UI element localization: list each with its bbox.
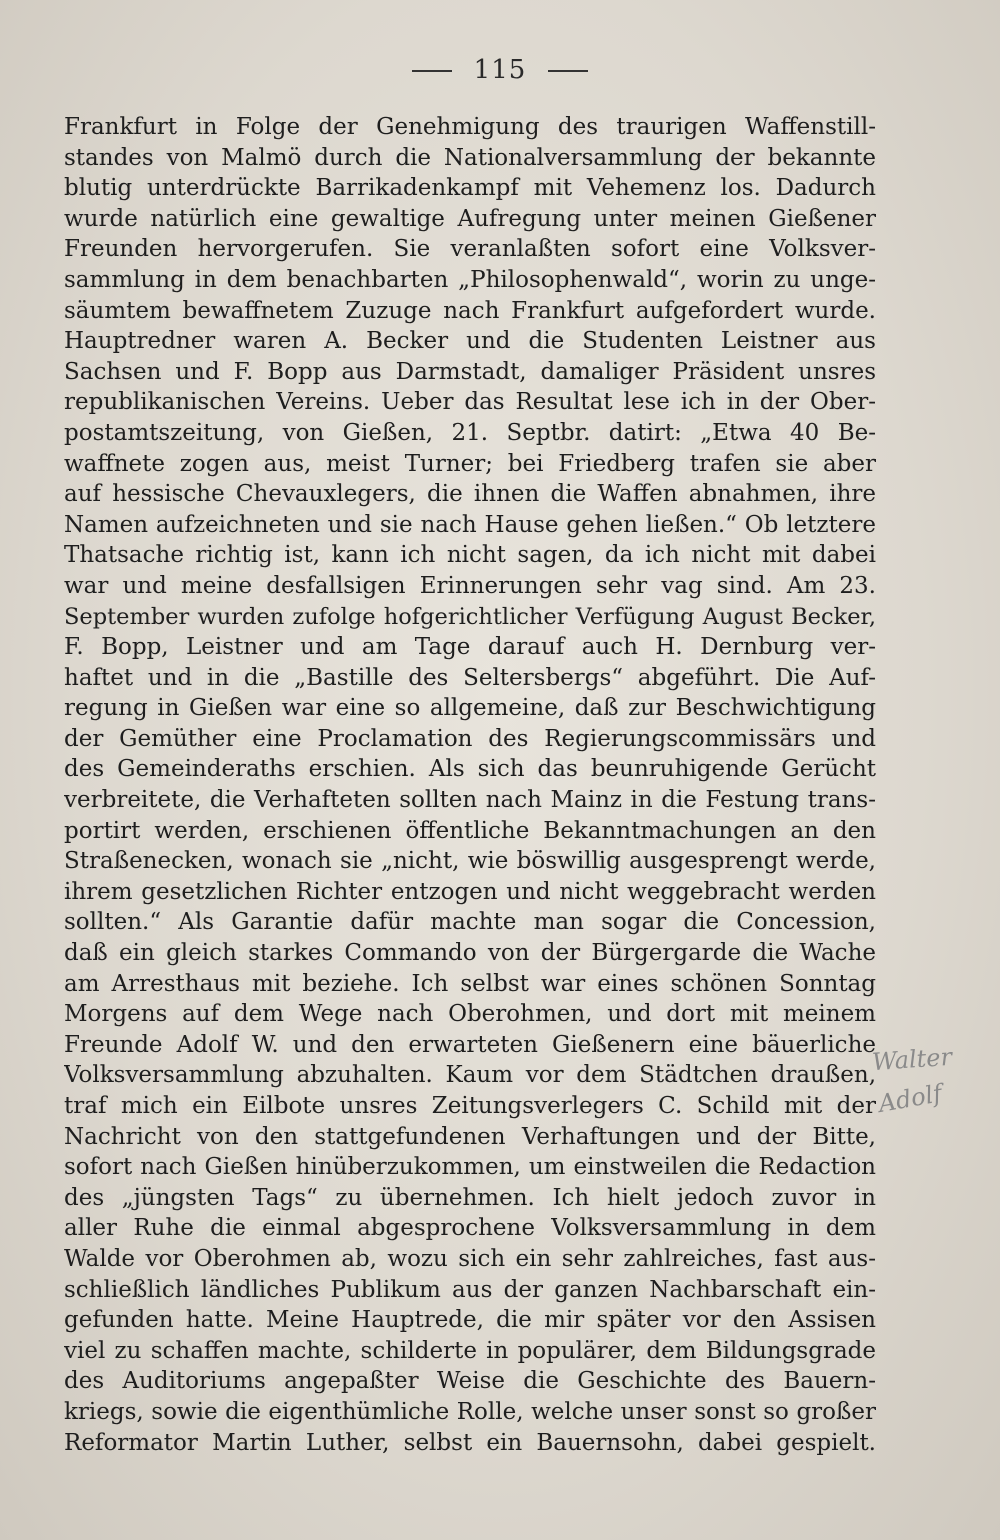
text-line: Freunden hervorgerufen. Sie veranlaßten sofort eine Volksver- — [64, 236, 876, 263]
text-line: aller Ruhe die einmal abgesprochene Volksversammlung in dem — [64, 1215, 876, 1242]
text-line: Sachsen und F. Bopp aus Darmstadt, damaliger Präsident unsres — [64, 358, 876, 385]
text-line: Frankfurt in Folge der Genehmigung des traurigen Waffenstill- — [64, 114, 876, 140]
text-line: schließlich ländliches Publikum aus der ganzen Nachbarschaft ein- — [64, 1276, 876, 1303]
text-line: gefunden hatte. Meine Hauptrede, die mir später vor den Assisen — [64, 1307, 876, 1334]
text-line: Hauptredner waren A. Becker und die Studenten Leistner aus — [64, 328, 876, 355]
page-number-header — [0, 55, 1000, 85]
text-line: auf hessische Chevauxlegers, die ihnen die Waffen abnahmen, ihre — [64, 481, 876, 508]
right-dash — [548, 70, 588, 72]
text-line: Thatsache richtig ist, kann ich nicht sagen, da ich nicht mit dabei — [64, 542, 876, 569]
text-line: verbreitete, die Verhafteten sollten nach Mainz in die Festung trans- — [64, 787, 876, 814]
text-line: sofort nach Gießen hinüberzukommen, um einstweilen die Redaction — [64, 1154, 876, 1181]
text-line: des Auditoriums angepaßter Weise die Geschichte des Bauern- — [64, 1368, 876, 1395]
text-line: postamtszeitung, von Gießen, 21. Septbr. datirt: „Etwa 40 Be- — [64, 419, 876, 446]
text-line: September wurden zufolge hofgerichtlicher Verfügung August Becker, — [64, 603, 876, 630]
text-line: viel zu schaffen machte, schilderte in populärer, dem Bildungsgrade — [64, 1337, 876, 1364]
text-line: war und meine desfallsigen Erinnerungen sehr vag sind. Am 23. — [64, 572, 876, 599]
marginalia-line-1: Walter — [871, 1042, 953, 1077]
text-line: standes von Malmö durch die Nationalversammlung der bekannte — [64, 144, 876, 171]
text-line: Volksversammlung abzuhalten. Kaum vor dem Städtchen draußen, — [64, 1062, 876, 1089]
text-line: F. Bopp, Leistner und am Tage darauf auch H. Dernburg ver- — [64, 634, 876, 661]
text-line: waffnete zogen aus, meist Turner; bei Friedberg trafen sie aber — [64, 450, 876, 477]
marginalia-line-2: Adolf — [876, 1079, 945, 1118]
text-line: sollten.“ Als Garantie dafür machte man sogar die Concession, — [64, 909, 876, 936]
body-text — [64, 112, 876, 1458]
text-line: kriegs, sowie die eigenthümliche Rolle, welche unser sonst so großer — [64, 1398, 876, 1425]
text-line: Namen aufzeichneten und sie nach Hause gehen ließen.“ Ob letztere — [64, 511, 876, 538]
text-line: Freunde Adolf W. und den erwarteten Gießenern eine bäuerliche — [64, 1031, 876, 1058]
page-number: 115 — [473, 55, 527, 85]
text-line: am Arresthaus mit beziehe. Ich selbst war eines schönen Sonntag — [64, 970, 876, 997]
handwritten-marginalia — [872, 1040, 994, 1130]
left-dash — [412, 70, 452, 72]
text-line: ihrem gesetzlichen Richter entzogen und nicht weggebracht werden — [64, 878, 876, 905]
text-line: Morgens auf dem Wege nach Oberohmen, und dort mit meinem — [64, 1001, 876, 1028]
text-line: haftet und in die „Bastille des Seltersbergs“ abgeführt. Die Auf- — [64, 664, 876, 691]
text-line: Walde vor Oberohmen ab, wozu sich ein sehr zahlreiches, fast aus- — [64, 1245, 876, 1272]
text-line: der Gemüther eine Proclamation des Regierungscommissärs und — [64, 725, 876, 752]
text-line: säumtem bewaffnetem Zuzuge nach Frankfurt aufgefordert wurde. — [64, 297, 876, 324]
text-line: portirt werden, erschienen öffentliche Bekanntmachungen an den — [64, 817, 876, 844]
text-line: Reformator Martin Luther, selbst ein Bauernsohn, dabei gespielt. — [64, 1429, 876, 1456]
text-line: daß ein gleich starkes Commando von der Bürgergarde die Wache — [64, 940, 876, 967]
text-line: Straßenecken, wonach sie „nicht, wie böswillig ausgesprengt werde, — [64, 848, 876, 875]
text-line: traf mich ein Eilbote unsres Zeitungsverlegers C. Schild mit der — [64, 1093, 876, 1119]
text-line: sammlung in dem benachbarten „Philosophenwald“, worin zu unge- — [64, 266, 876, 293]
text-line: wurde natürlich eine gewaltige Aufregung unter meinen Gießener — [64, 205, 876, 232]
text-line: Nachricht von den stattgefundenen Verhaftungen und der Bitte, — [64, 1123, 876, 1150]
text-line: des Gemeinderaths erschien. Als sich das beunruhigende Gerücht — [64, 756, 876, 783]
text-line: regung in Gießen war eine so allgemeine, daß zur Beschwichtigung — [64, 695, 876, 722]
text-line: blutig unterdrückte Barrikadenkampf mit Vehemenz los. Dadurch — [64, 175, 876, 202]
text-line: republikanischen Vereins. Ueber das Resultat lese ich in der Ober- — [64, 389, 876, 416]
text-line: des „jüngsten Tags“ zu übernehmen. Ich hielt jedoch zuvor in — [64, 1184, 876, 1211]
